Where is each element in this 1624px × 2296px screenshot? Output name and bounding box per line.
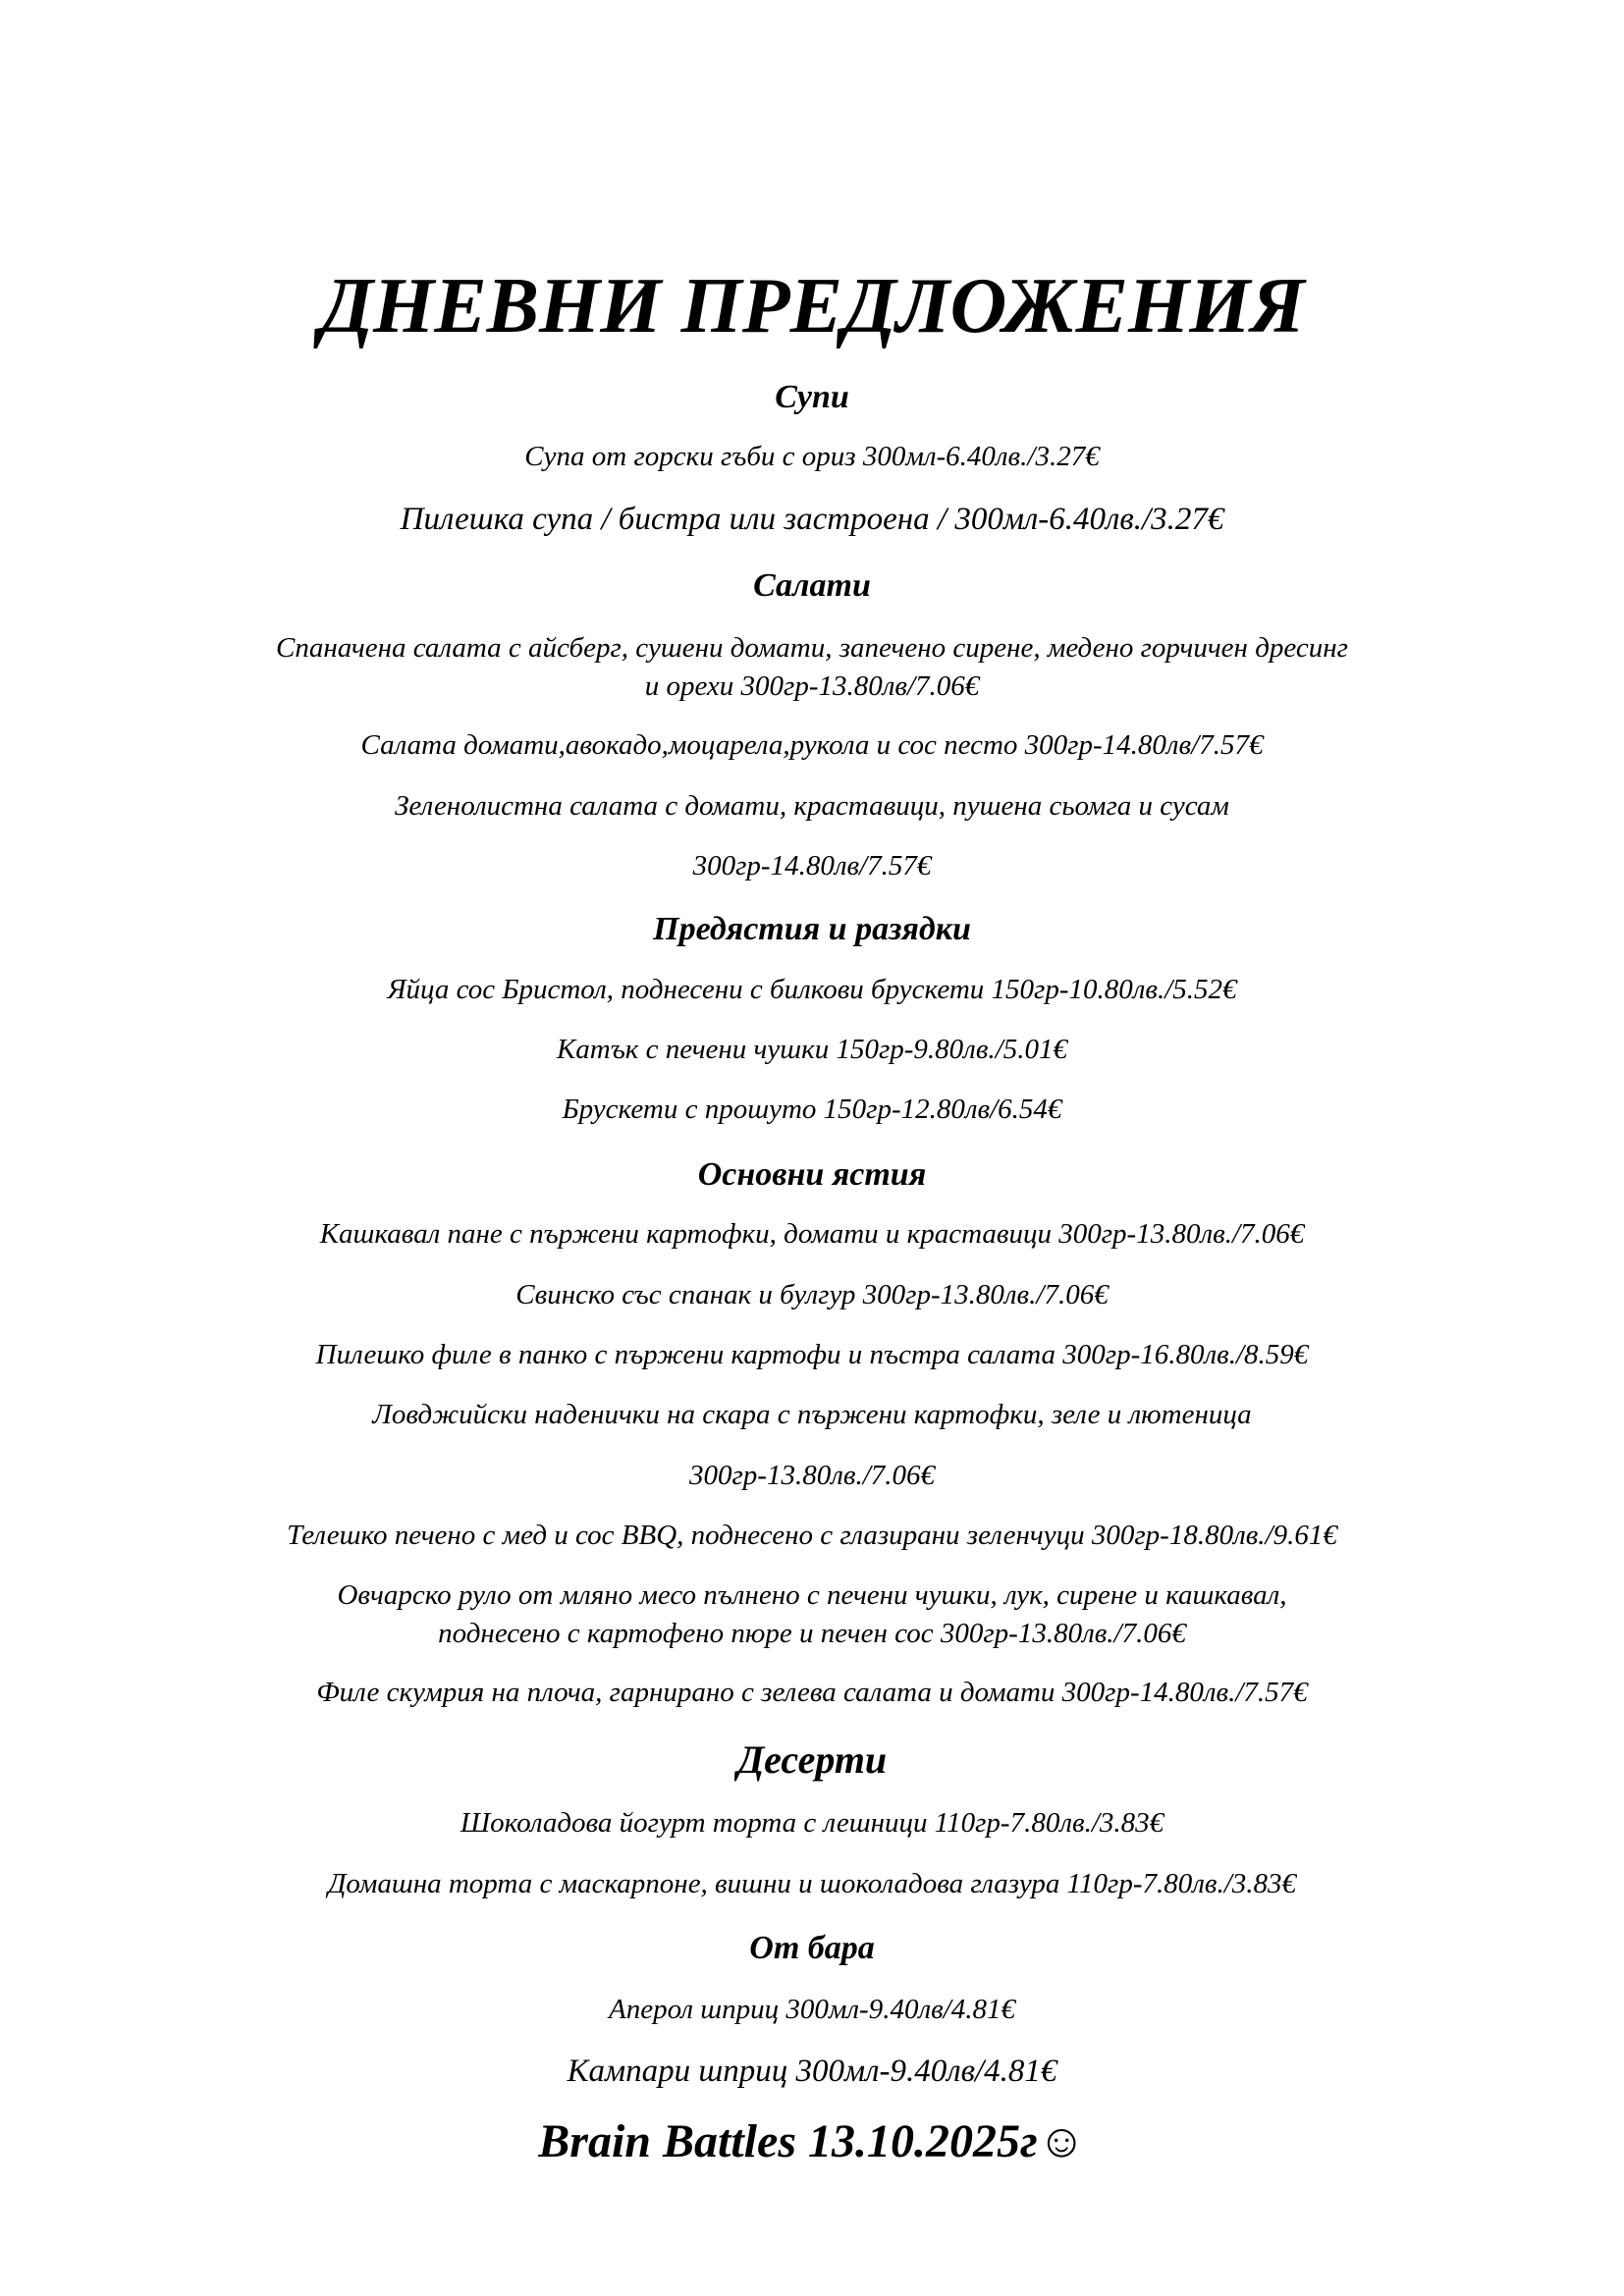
menu-item: Спаначена салата с айсберг, сушени домати, запечено сирене, медено горчичен дресинг [276,632,1348,664]
menu-item: Яйца сос Бристол, поднесени с билкови брускети 150гр-10.80лв./5.52€ [387,974,1237,1005]
section-heading-desserts: Десерти [736,1737,888,1782]
menu-item-continuation: и орехи 300гр-13.80лв/7.06€ [644,670,980,702]
menu-item: Супа от горски гъби с ориз 300мл-6.40лв./3.27€ [524,441,1100,472]
menu-item-continuation: поднесено с картофено пюре и печен сос 300гр-13.80лв./7.06€ [438,1618,1186,1649]
menu-item: Кампари шприц 300мл-9.40лв/4.81€ [567,2054,1057,2089]
section-heading-bar: От бара [749,1930,875,1966]
menu-item: Овчарско руло от мляно месо пълнено с печени чушки, лук, сирене и кашкавал, [337,1579,1287,1611]
menu-item: Пилешка супа / бистра или застроена / 300мл-6.40лв./3.27€ [400,502,1224,537]
menu-item: Салата домати,авокадо,моцарела,рукола и сос песто 300гр-14.80лв/7.57€ [360,729,1264,761]
section-heading-starters: Предястия и разядки [653,911,971,947]
menu-item: Зеленолистна салата с домати, краставици, пушена сьомга и сусам [395,790,1229,822]
menu-item: Пилешко филе в панко с пържени картофи и пъстра салата 300гр-16.80лв./8.59€ [315,1339,1309,1370]
menu-item-continuation: 300гр-14.80лв/7.57€ [692,850,932,881]
menu-item: Филе скумрия на плоча, гарнирано с зелева салата и домати 300гр-14.80лв./7.57€ [316,1677,1308,1708]
menu-item: Брускети с прошуто 150гр-12.80лв/6.54€ [562,1094,1062,1125]
section-heading-soups: Супи [775,379,849,415]
section-heading-salads: Салати [753,567,871,604]
event-footer: Brain Battles 13.10.2025г☺ [538,2115,1086,2167]
menu-item: Свинско със спанак и булгур 300гр-13.80лв./7.06€ [515,1279,1109,1310]
menu-item: Ловджийски наденички на скара с пържени картофки, зеле и лютеница [372,1399,1252,1430]
menu-item: Катък с печени чушки 150гр-9.80лв./5.01€ [557,1034,1067,1065]
menu-item: Домашна торта с маскарпоне, вишни и шоколадова глазура 110гр-7.80лв./3.83€ [327,1868,1297,1899]
menu-item-continuation: 300гр-13.80лв./7.06€ [688,1460,935,1491]
page-title: ДНЕВНИ ПРЕДЛОЖЕНИЯ [319,263,1305,349]
menu-item: Аперол шприц 300мл-9.40лв/4.81€ [608,1994,1015,2025]
menu-item: Телешко печено с мед и сос BBQ, поднесено с глазирани зеленчуци 300гр-18.80лв./9.61€ [287,1520,1337,1551]
menu-item: Шоколадова йогурт торта с лешници 110гр-7.80лв./3.83€ [460,1807,1164,1839]
menu-item: Кашкавал пане с пържени картофки, домати и краставици 300гр-13.80лв./7.06€ [319,1218,1305,1250]
section-heading-mains: Основни ястия [697,1156,927,1193]
